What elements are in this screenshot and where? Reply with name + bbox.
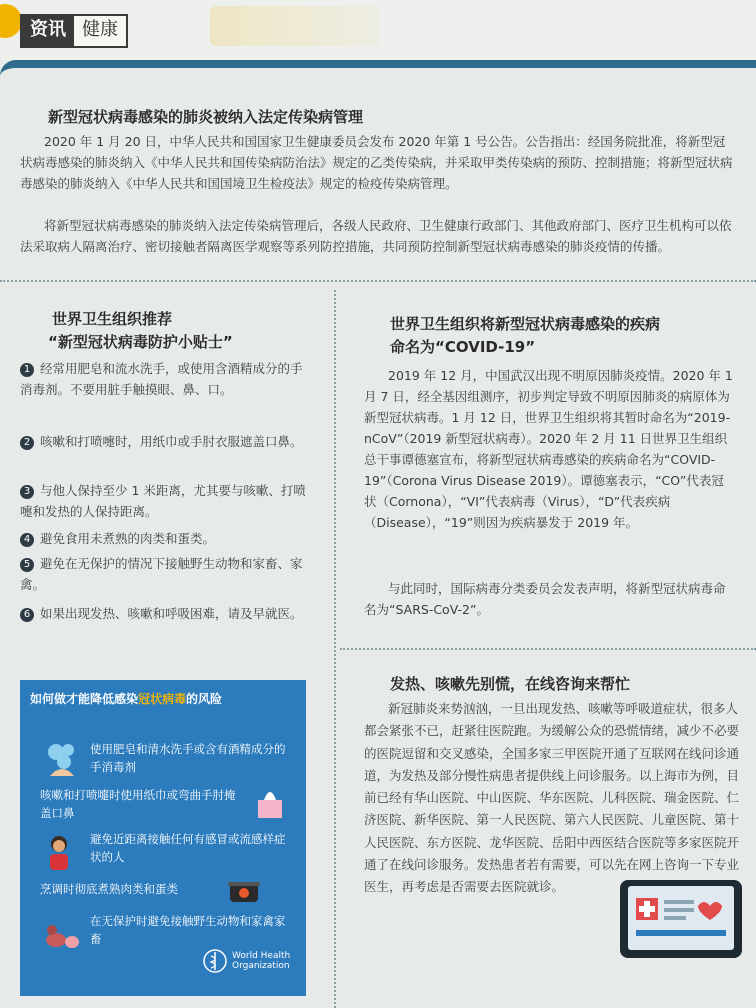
- who-line: World Health: [232, 951, 291, 961]
- infographic-title: [30, 690, 300, 707]
- infographic-item: 避免近距离接触任何有感冒或流感样症状的人: [90, 832, 286, 864]
- tip-item: [20, 358, 312, 400]
- animals-icon: [42, 918, 82, 954]
- infographic-title-text: 的风险: [186, 692, 223, 706]
- article3-paragraph: 新冠肺炎来势汹汹，一旦出现发热、咳嗽等呼吸道症状，很多人都会紧张不已，赶紧往医院跑。为缓解公众的恐慌情绪，减少不必要的医院逗留和交叉感染，全国多家三甲医院开通了互联网在线问诊通道，为发热及部分慢性病患者提供线上问诊服务。以上海市为例，目前已经有华山医院、中山医院、华东医院、儿科医院、瑞金医院、仁济医院、新华医院、第一人民医院、第六人民医院、儿童医院、第十人民医院、东方医院、龙华医院、岳阳中西医结合医院等多家医院开通了在线问诊服务。发热患者若有需要，可以先在网上咨询一下专业医生，再考虑是否需要去医院就诊。: [364, 701, 740, 895]
- who-text: [232, 951, 290, 971]
- tissue-box-icon: [252, 782, 286, 822]
- article3-title: 发热、咳嗽先别慌，在线咨询来帮忙: [390, 675, 631, 693]
- tip-item: [20, 431, 312, 452]
- who-line: Organization: [232, 961, 290, 971]
- tip-text: 避免食用未煮熟的肉类和蛋类。: [40, 531, 216, 546]
- tip-item: [20, 553, 312, 595]
- divider: [340, 648, 756, 650]
- tip-number: 4: [20, 533, 34, 547]
- article1-paragraph-2: 将新型冠状病毒感染的肺炎纳入法定传染病管理后，各级人民政府、卫生健康行政部门、其他政府部门、医疗卫生机构可以依法采取病人隔离治疗、密切接触者隔离医学观察等系列防控措施，共同预防控制新型冠状病毒感染的肺炎疫情的传播。: [20, 218, 732, 254]
- tip-number: 2: [20, 436, 34, 450]
- tip-text: 与他人保持至少 1 米距离，尤其要与咳嗽、打喷嚏和发热的人保持距离。: [20, 483, 306, 519]
- article1-title: 新型冠状病毒感染的肺炎被纳入法定传染病管理: [48, 108, 364, 126]
- column-divider: [334, 290, 336, 1008]
- tip-text: 避免在无保护的情况下接触野生动物和家畜、家禽。: [20, 556, 303, 592]
- tablet-screen: [628, 886, 734, 950]
- sick-person-icon: [44, 834, 74, 872]
- tip-text: 如果出现发热、咳嗽和呼吸困难，请及早就医。: [40, 606, 303, 621]
- infographic-item: 使用肥皂和清水洗手或含有酒精成分的手消毒剂: [90, 742, 286, 774]
- divider: [0, 280, 756, 282]
- section-name: 健康: [82, 19, 118, 40]
- tip-number: 6: [20, 608, 34, 622]
- article2-title: 世界卫生组织将新型冠状病毒感染的疾病: [390, 315, 661, 333]
- who-emblem-icon: [202, 948, 228, 974]
- header-decoration: [210, 6, 380, 46]
- tip-item: [20, 480, 312, 522]
- tip-number: 5: [20, 558, 34, 572]
- tips-subtitle: “新型冠状病毒防护小贴士”: [48, 333, 233, 351]
- tip-text: 咳嗽和打喷嚏时，用纸巾或手肘衣服遮盖口鼻。: [40, 434, 303, 449]
- tips-title: 世界卫生组织推荐: [52, 310, 173, 328]
- infographic-item: 在无保护时避免接触野生动物和家禽家畜: [90, 914, 286, 946]
- tip-item: [20, 528, 312, 549]
- article2-title-line2: 命名为“COVID-19”: [390, 338, 536, 356]
- infographic-title-text: 如何做才能降低感染: [30, 692, 139, 706]
- infographic-item: 咳嗽和打喷嚏时使用纸巾或弯曲手肘掩盖口鼻: [40, 788, 236, 820]
- section-tag: [20, 14, 128, 48]
- infographic-item: 烹调时彻底煮熟肉类和蛋类: [40, 882, 178, 896]
- infographic-title-highlight: 冠状病毒: [138, 692, 187, 706]
- who-logo: [202, 948, 294, 974]
- article1-paragraph-1: 2020 年 1 月 20 日，中华人民共和国国家卫生健康委员会发布 2020 年第 1 号公告。公告指出：经国务院批准，将新型冠状病毒感染的肺炎纳入《中华人民共和国传染病防治法》规定的乙类传染病，并采取甲类传染病的预防、控制措施；将新型冠状病毒感染的肺炎纳入《中华人民共和国国境卫生检疫法》规定的检疫传染病管理。: [20, 134, 733, 191]
- article2-paragraph-2: 与此同时，国际病毒分类委员会发表声明，将新型冠状病毒命名为“SARS-CoV-2”。: [364, 581, 726, 617]
- medical-chart-icon: [628, 886, 734, 950]
- tip-number: 3: [20, 485, 34, 499]
- tip-item: [20, 603, 312, 624]
- section-tag-label: 资讯: [22, 16, 74, 46]
- tip-text: 经常用肥皂和流水洗手，或使用含酒精成分的手消毒剂。不要用脏手触摸眼、鼻、口。: [20, 361, 303, 397]
- hand-wash-icon: [44, 740, 80, 780]
- tip-number: 1: [20, 363, 34, 377]
- article2-paragraph-1: 2019 年 12 月，中国武汉出现不明原因肺炎疫情。2020 年 1 月 7 日，经全基因组测序，初步判定导致不明原因肺炎的病原体为新型冠状病毒。1 月 12 日，世界卫生组织将其暂时命名为“2019-nCoV”（2019 新型冠状病毒）。2020 年 2 月 11 日世界卫生组织总干事谭德塞宣布，将新型冠状病毒感染的疾病命名为“COVID-19”（Corona Virus Disease 2019）。谭德塞表示，“CO”代表冠状（Cornona），“VI”代表病毒（Virus），“D”代表疾病（Disease），“19”则因为疾病暴发于 2019 年。: [364, 368, 733, 530]
